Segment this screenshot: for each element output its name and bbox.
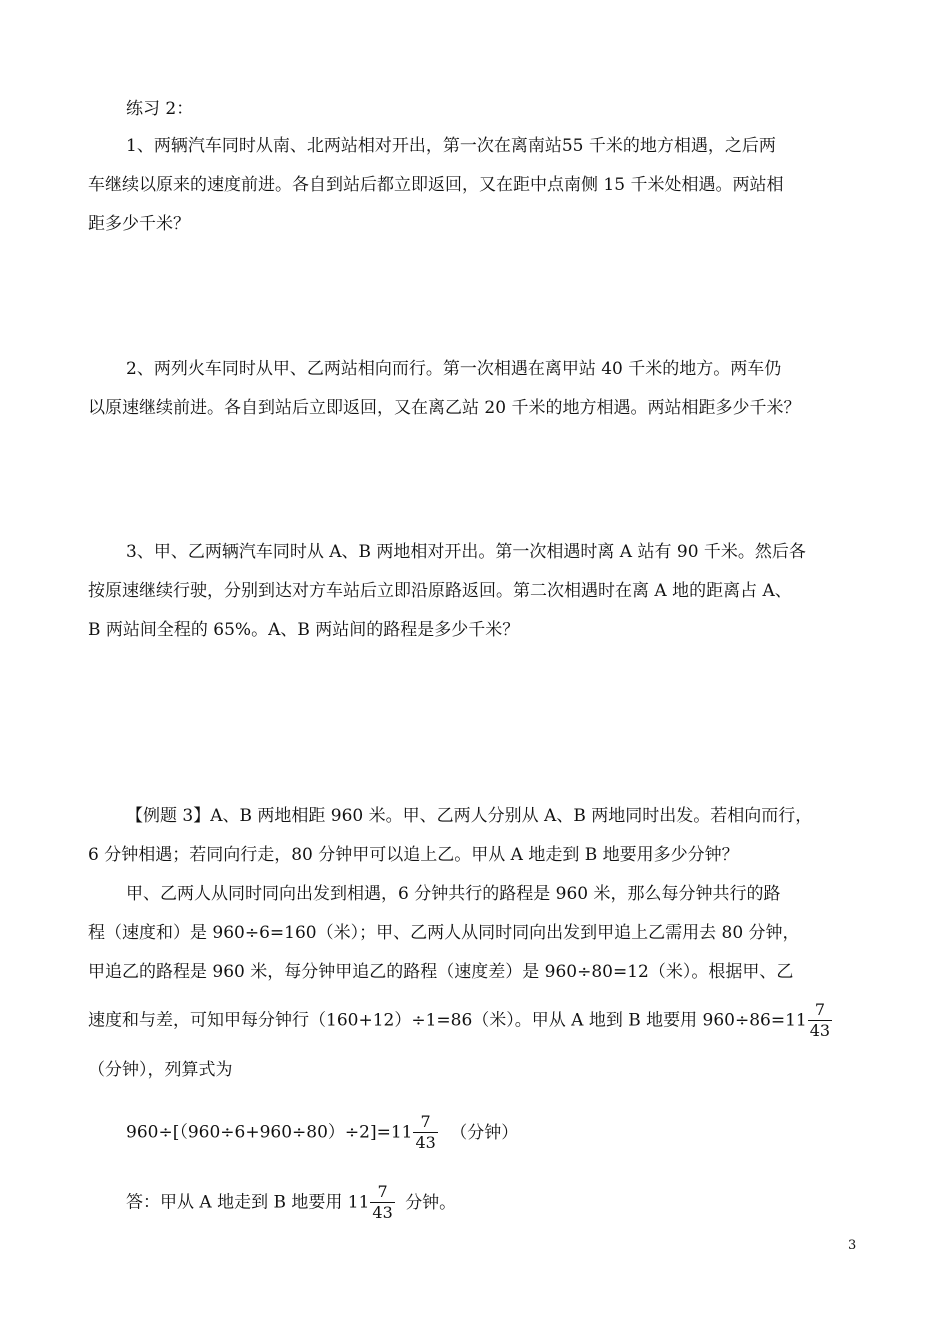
fraction-denominator: 43: [415, 1133, 436, 1152]
solution-line-3: 甲追乙的路程是 960 米，每分钟甲追乙的路程（速度差）是 960÷80=12（米）。根据甲、乙: [88, 962, 794, 982]
fraction-7-43: [808, 1000, 832, 1041]
page-number: 3: [848, 1238, 857, 1253]
fraction-numerator: 7: [377, 1182, 388, 1201]
solution-line-1: 甲、乙两人从同时同向出发到相遇，6 分钟共行的路程是 960 米，那么每分钟共行的路: [126, 884, 781, 904]
formula-expression: 960÷[（960÷6+960÷80）÷2]=11: [126, 1122, 413, 1143]
question-2-line-2: 以原速继续前进。各自到站后立即返回，又在离乙站 20 千米的地方相遇。两站相距多少千米？: [88, 398, 801, 418]
solution-line-2: 程（速度和）是 960÷6=160（米）；甲、乙两人从同时同向出发到甲追上乙需用去 80 分钟，: [88, 923, 800, 943]
fraction-7-43: [413, 1112, 437, 1153]
solution-line-4-text: 速度和与差，可知甲每分钟行（160+12）÷1=86（米）。甲从 A 地到 B 地要用 960÷86=11: [88, 1010, 807, 1031]
example-3-line-2: 6 分钟相遇；若同向行走，80 分钟甲可以追上乙。甲从 A 地走到 B 地要用多少分钟？: [88, 845, 739, 865]
question-1-line-2: 车继续以原来的速度前进。各自到站后都立即返回，又在距中点南侧 15 千米处相遇。两站相: [88, 175, 784, 195]
question-3-line-1: 3、甲、乙两辆汽车同时从 A、B 两地相对开出。第一次相遇时离 A 站有 90 千米。然后各: [126, 542, 806, 562]
question-3-line-3: B 两站间全程的 65%。A、B 两站间的路程是多少千米？: [88, 620, 520, 640]
answer-prefix: 答：甲从 A 地走到 B 地要用 11: [126, 1192, 370, 1213]
formula-unit: （分钟）: [450, 1122, 519, 1143]
solution-line-5: （分钟），列算式为: [88, 1060, 233, 1080]
fraction-denominator: 43: [809, 1021, 831, 1040]
answer-line: [126, 1182, 456, 1223]
fraction-numerator: 7: [420, 1112, 431, 1131]
fraction-7-43: [370, 1182, 394, 1223]
example-3-line-1: 【例题 3】A、B 两地相距 960 米。甲、乙两人分别从 A、B 两地同时出发。若相向而行，: [126, 806, 813, 826]
question-2-line-1: 2、两列火车同时从甲、乙两站相向而行。第一次相遇在离甲站 40 千米的地方。两车仍: [126, 359, 782, 379]
fraction-numerator: 7: [814, 1000, 826, 1019]
solution-line-4: [88, 1000, 833, 1041]
question-1-line-3: 距多少千米？: [88, 214, 190, 234]
fraction-denominator: 43: [372, 1203, 393, 1222]
question-1-line-1: 1、两辆汽车同时从南、北两站相对开出，第一次在离南站55 千米的地方相遇，之后两: [126, 136, 776, 156]
formula-line: [126, 1112, 518, 1153]
question-3-line-2: 按原速继续行驶，分别到达对方车站后立即沿原路返回。第二次相遇时在离 A 地的距离占 A、: [88, 581, 792, 601]
practice-title: 练习 2：: [126, 99, 194, 119]
answer-suffix: 分钟。: [405, 1192, 457, 1213]
